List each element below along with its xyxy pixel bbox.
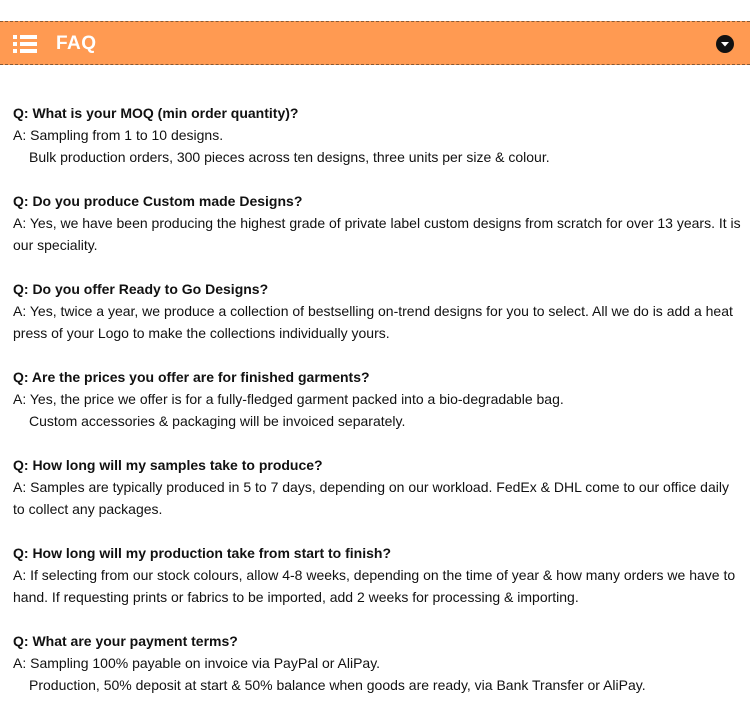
- faq-title: FAQ: [56, 33, 97, 54]
- faq-question: Q: How long will my production take from start to finish?: [13, 545, 392, 561]
- faq-item: [13, 630, 743, 696]
- faq-answer-line: A: Sampling 100% payable on invoice via PayPal or AliPay.: [13, 655, 381, 671]
- faq-answer-line: A: Yes, we have been producing the highest grade of private label custom designs from scratch for over 13 years. It is our speciality.: [13, 215, 741, 253]
- faq-answer-line: A: Samples are typically produced in 5 to 7 days, depending on our workload. FedEx & DHL come to our office daily to collect any packages.: [13, 479, 729, 517]
- faq-question: Q: How long will my samples take to produce?: [13, 457, 323, 473]
- faq-item: [13, 366, 743, 432]
- faq-answer-line: A: If selecting from our stock colours, allow 4-8 weeks, depending on the time of year & how many orders we have to hand. If requesting prints or fabrics to be imported, add 2 weeks for processing & importing.: [13, 567, 736, 605]
- faq-answer-line: Custom accessories & packaging will be invoiced separately.: [29, 413, 406, 429]
- faq-question: Q: Do you produce Custom made Designs?: [13, 193, 303, 209]
- faq-answer-line: Production, 50% deposit at start & 50% balance when goods are ready, via Bank Transfer or AliPay.: [29, 677, 646, 693]
- faq-item: [13, 278, 743, 344]
- faq-question: Q: Do you offer Ready to Go Designs?: [13, 281, 269, 297]
- faq-question: Q: Are the prices you offer are for finished garments?: [13, 369, 370, 385]
- faq-header[interactable]: [0, 21, 750, 65]
- chevron-down-circle-icon[interactable]: [716, 35, 734, 53]
- faq-question: Q: What is your MOQ (min order quantity)?: [13, 105, 299, 121]
- faq-answer-line: Bulk production orders, 300 pieces across ten designs, three units per size & colour.: [29, 149, 550, 165]
- faq-item: [13, 102, 743, 168]
- faq-item: [13, 190, 743, 256]
- faq-item: [13, 542, 743, 608]
- faq-answer-line: A: Yes, the price we offer is for a fully-fledged garment packed into a bio-degradable bag.: [13, 391, 564, 407]
- list-icon: [13, 34, 37, 54]
- faq-item: [13, 454, 743, 520]
- faq-question: Q: What are your payment terms?: [13, 633, 238, 649]
- faq-answer-line: A: Yes, twice a year, we produce a collection of bestselling on-trend designs for you to select. All we do is add a heat press of your Logo to make the collections individually yours.: [13, 303, 733, 341]
- faq-answer-line: A: Sampling from 1 to 10 designs.: [13, 127, 224, 143]
- faq-list: [13, 102, 743, 718]
